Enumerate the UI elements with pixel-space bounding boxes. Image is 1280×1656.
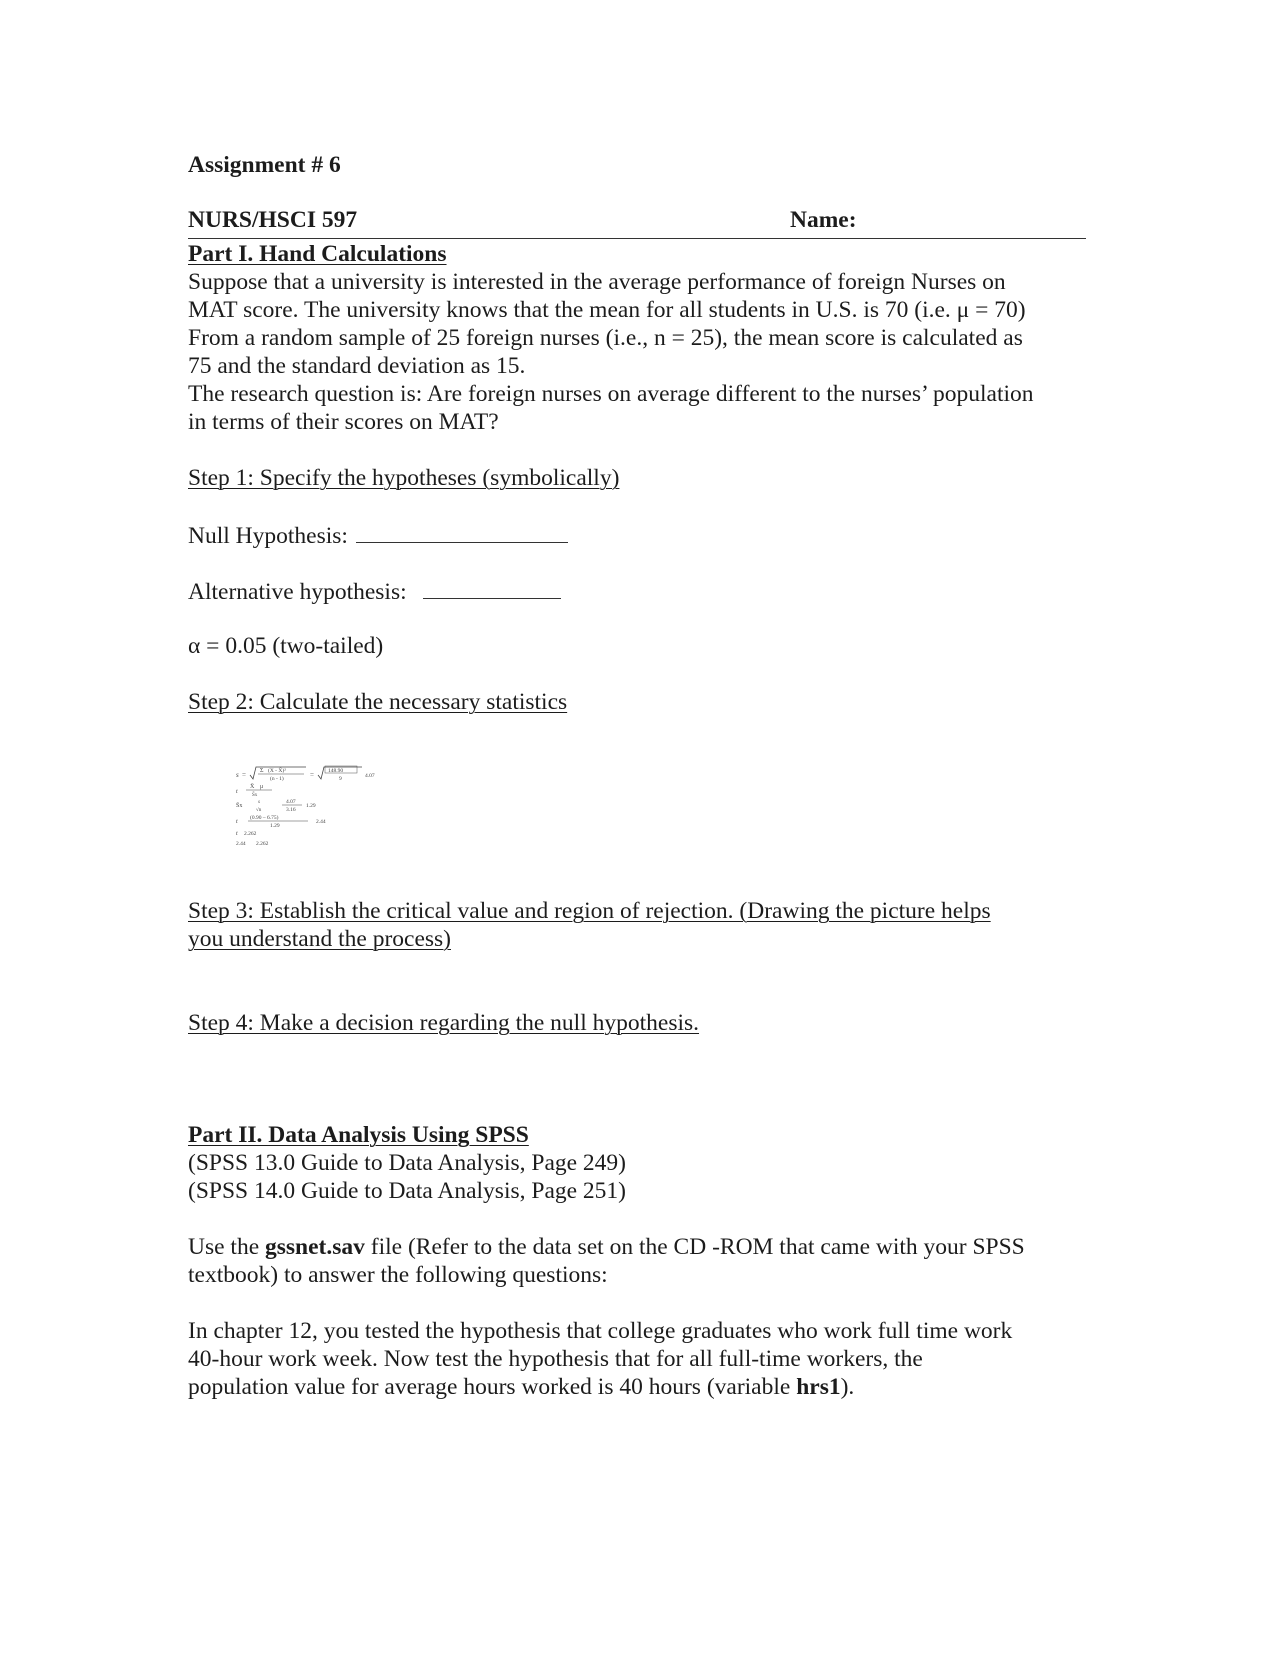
alt-hypothesis-row <box>188 576 561 606</box>
use-file-line <box>188 1233 1025 1261</box>
spss-reference-1: (SPSS 13.0 Guide to Data Analysis, Page 249) <box>188 1150 627 1176</box>
statistics-formula-image <box>236 765 466 855</box>
null-hypothesis-blank <box>356 520 568 543</box>
formula-mu: μ <box>260 784 264 790</box>
step2-heading: Step 2: Calculate the necessary statistics <box>188 689 568 715</box>
part1-paragraph-line: in terms of their scores on MAT? <box>188 409 499 435</box>
chapter-line3-post: ). <box>840 1374 855 1400</box>
formula-s-result: 4.07 <box>365 773 375 779</box>
part1-paragraph-line: MAT score. The university knows that the mean for all students in U.S. is 70 (i.e. μ = 70) <box>188 297 1026 323</box>
spss-reference-2: (SPSS 14.0 Guide to Data Analysis, Page 251) <box>188 1178 627 1204</box>
formula-sum-numerator: (X - X̄)² <box>268 768 286 774</box>
data-file-name: gssnet.sav <box>265 1234 365 1260</box>
formula-sxbar-symbol: S̄x <box>236 803 243 809</box>
assignment-title: Assignment # 6 <box>188 152 341 178</box>
formula-n-minus-1: (n - 1) <box>270 776 284 782</box>
course-code: NURS/HSCI 597 <box>188 207 358 233</box>
formula-s-small: s <box>258 800 260 805</box>
step4-heading: Step 4: Make a decision regarding the null hypothesis. <box>188 1010 700 1036</box>
formula-num1: 148.90 <box>328 768 344 774</box>
formula-num2: 4.07 <box>286 799 296 805</box>
formula-s-symbol: s <box>236 771 239 779</box>
formula-sxbar-den: S̄x <box>252 793 258 798</box>
formula-den1: 9 <box>339 776 342 782</box>
formula-t-symbol: t <box>236 789 238 795</box>
formula-t-num: (0.90 – 6.75) <box>250 815 279 821</box>
part1-heading: Part I. Hand Calculations <box>188 241 447 267</box>
header-rule <box>188 238 1086 239</box>
alpha-line: α = 0.05 (two-tailed) <box>188 633 384 659</box>
chapter-paragraph-line: 40-hour work week. Now test the hypothesis that for all full-time workers, the <box>188 1346 923 1372</box>
chapter-paragraph-line <box>188 1373 854 1401</box>
use-file-pre: Use the <box>188 1234 266 1260</box>
null-hypothesis-row <box>188 520 568 550</box>
step1-heading: Step 1: Specify the hypotheses (symbolically) <box>188 465 620 491</box>
part1-paragraph-line: The research question is: Are foreign nurses on average different to the nurses’ population <box>188 381 1034 407</box>
formula-tcrit: 2.262 <box>244 831 257 837</box>
formula-compare: 2.44 <box>236 841 246 847</box>
formula-sxbar-result: 1.29 <box>306 803 316 809</box>
use-file-post: file (Refer to the data set on the CD -ROM that came with your SPSS <box>364 1234 1025 1260</box>
formula-equals-2: = <box>310 771 314 779</box>
alt-hypothesis-label: Alternative hypothesis: <box>188 579 407 605</box>
part2-heading: Part II. Data Analysis Using SPSS <box>188 1122 529 1148</box>
formula-root-n: √n <box>256 808 262 813</box>
part1-paragraph-line: From a random sample of 25 foreign nurses (i.e., n = 25), the mean score is calculated as <box>188 325 1023 351</box>
null-hypothesis-label: Null Hypothesis: <box>188 523 348 549</box>
use-file-line-2: textbook) to answer the following questions: <box>188 1262 608 1288</box>
part1-paragraph-line: 75 and the standard deviation as 15. <box>188 353 526 379</box>
formula-t-result: 2.44 <box>316 819 326 825</box>
formula-xbar: X̄ <box>250 784 255 790</box>
step3-heading: Step 3: Establish the critical value and region of rejection. (Drawing the picture helps <box>188 898 991 924</box>
formula-den2: 3.16 <box>286 807 296 813</box>
formula-equals: = <box>242 771 246 779</box>
part1-paragraph-line: Suppose that a university is interested in the average performance of foreign Nurses on <box>188 269 1006 295</box>
variable-name: hrs1 <box>796 1374 841 1400</box>
chapter-paragraph-line: In chapter 12, you tested the hypothesis that college graduates who work full time work <box>188 1318 1013 1344</box>
formula-t-symbol-2: t <box>236 819 238 825</box>
name-label: Name: <box>790 207 857 233</box>
formula-t-den: 1.29 <box>270 823 280 829</box>
formula-tcrit-symbol: t <box>236 831 238 837</box>
chapter-line3-pre: population value for average hours worked is 40 hours (variable <box>188 1374 797 1400</box>
alt-hypothesis-blank <box>423 576 561 599</box>
formula-compare-crit: 2.262 <box>256 841 269 847</box>
step3-heading-cont: you understand the process) <box>188 926 451 952</box>
formula-sum-term: Σ <box>260 768 264 774</box>
